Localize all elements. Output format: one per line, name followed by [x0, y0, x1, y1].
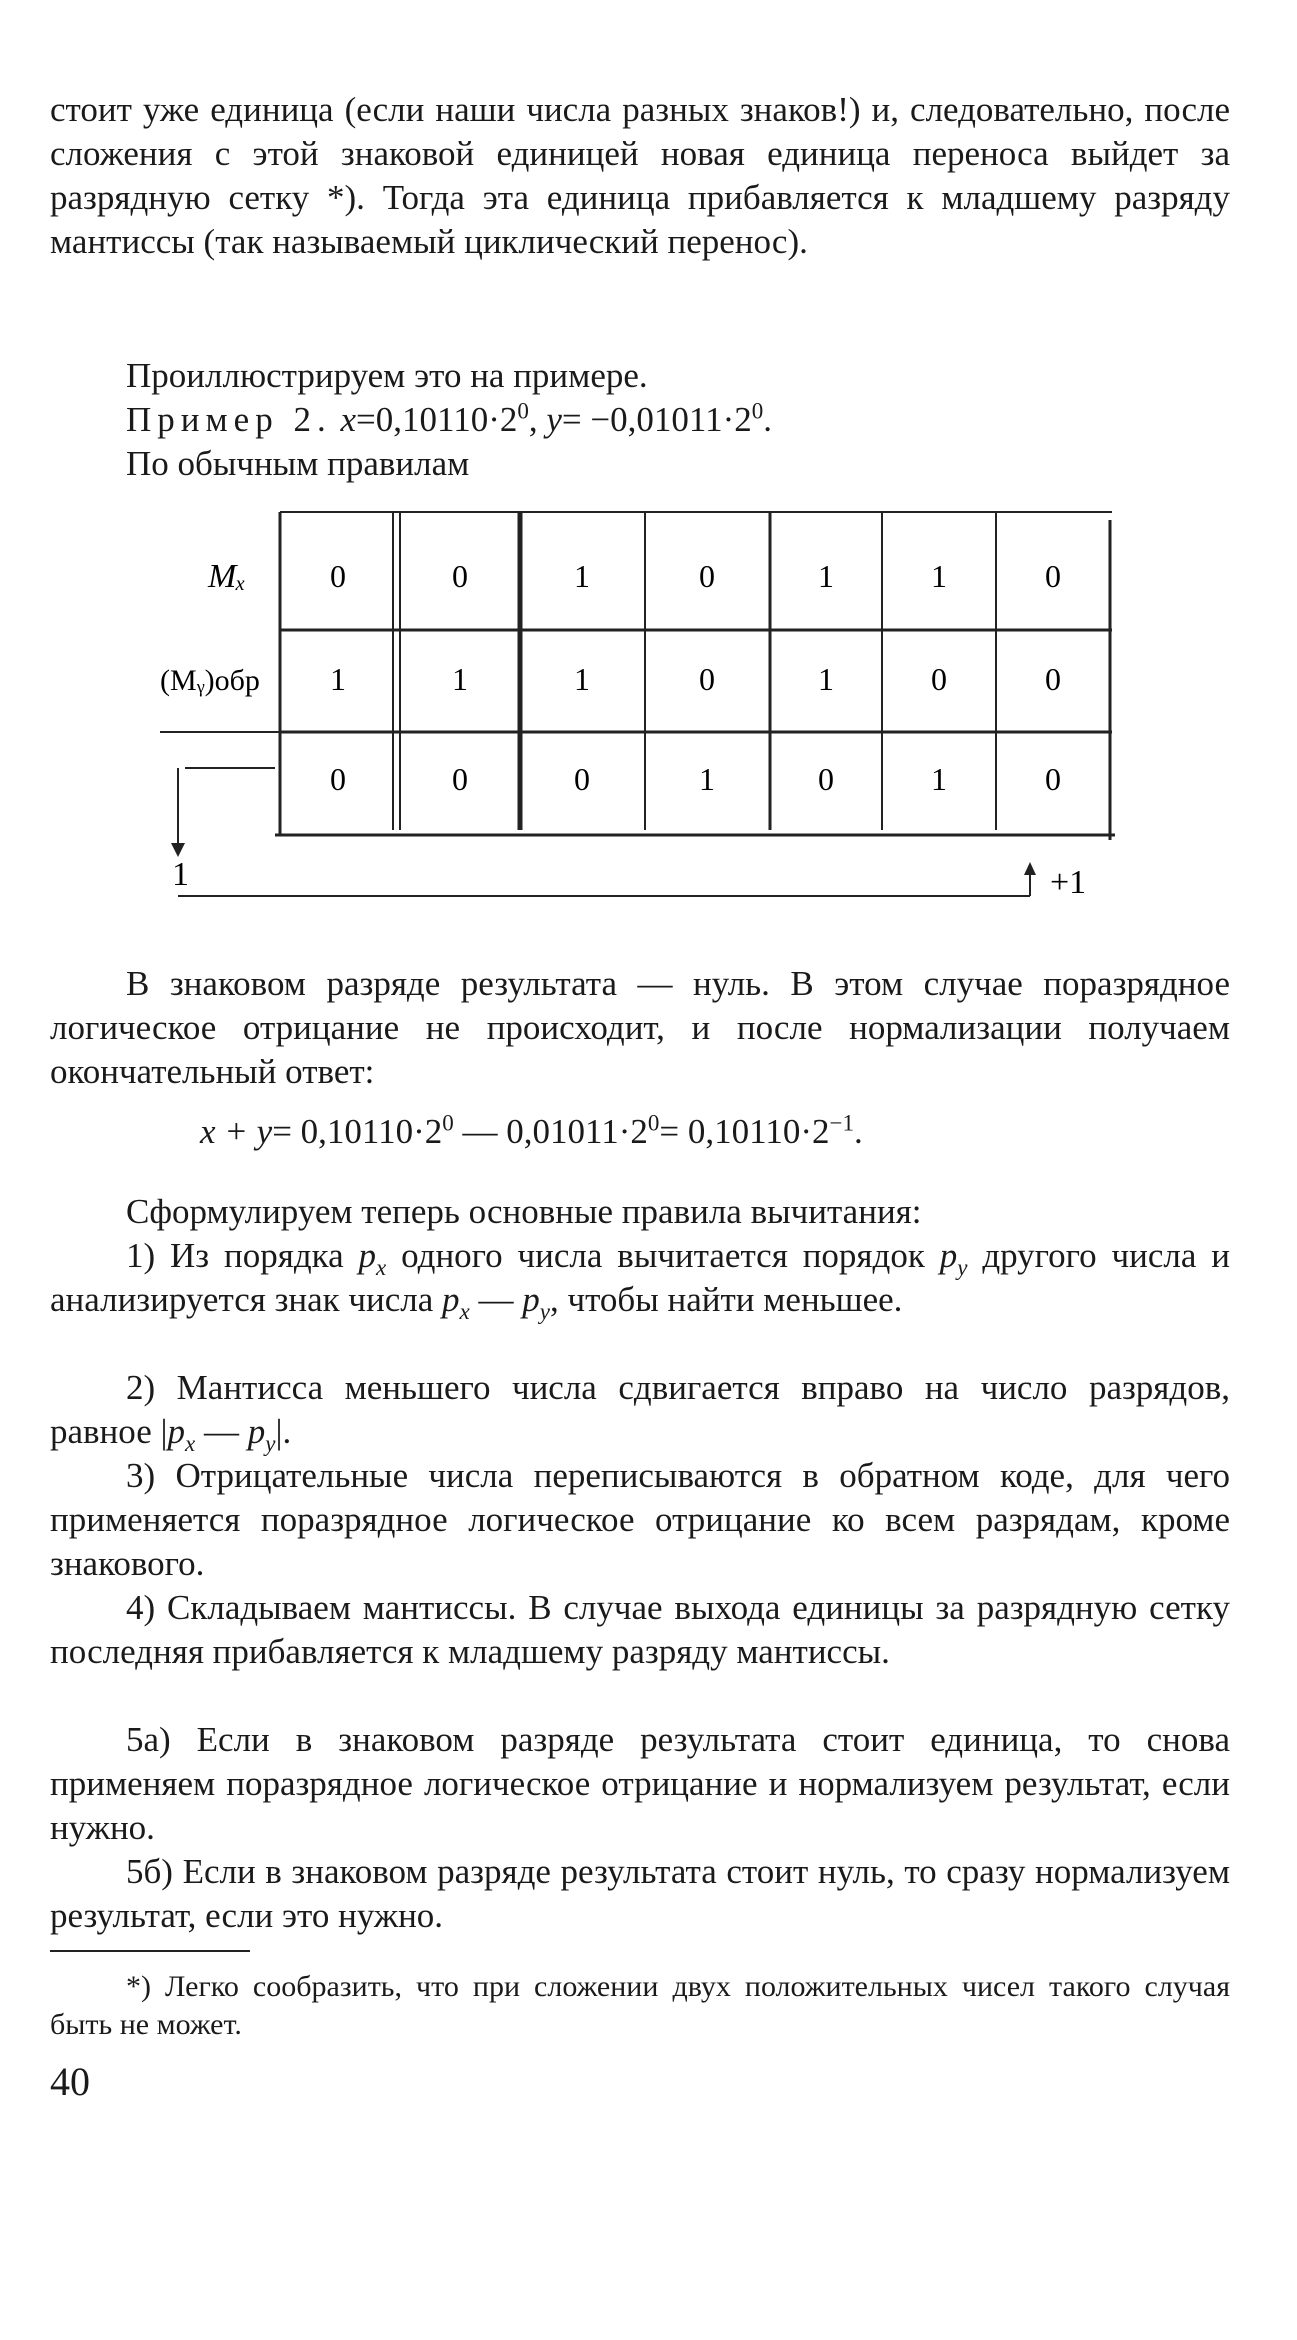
example-x-value: =0,10110·2 [356, 400, 518, 439]
intro-paragraph: стоит уже единица (если наши числа разных знаков!) и, следовательно, после сложения с этой знаковой единицей новая единица переноса выйдет за разрядную сетку *). Тогда эта единица прибавляется к младшему разряду мантиссы (так называемый циклический перенос). [50, 90, 1230, 261]
example-label: Пример 2. [126, 400, 332, 439]
table-cell: 0 [931, 661, 947, 697]
table-cell: 1 [699, 761, 715, 797]
table-cell: 1 [818, 558, 834, 594]
row-label-my-obr: (Mᵧ)обр [160, 664, 260, 697]
table-cell: 0 [818, 761, 834, 797]
table-cell: 1 [452, 661, 468, 697]
table-cell: 0 [1045, 661, 1061, 697]
rule-2: 2) Мантисса меньшего числа сдвигается вправо на число разрядов, равное $|p_x$ — $p_y|$. [50, 1368, 1230, 1456]
table-cell: 0 [699, 558, 715, 594]
example-x-exp: 0 [517, 398, 529, 424]
table-cell: 0 [1045, 761, 1061, 797]
formula-lhs: x + y [200, 1112, 273, 1151]
table-cell: 0 [452, 558, 468, 594]
rule-4: 4) Складываем мантиссы. В случае выхода единицы за разрядную сетку последняя прибавляется к младшему разряду мантиссы. [50, 1588, 1230, 1671]
table-cell: 1 [931, 558, 947, 594]
rules-intro: Сформулируем теперь основные правила вычитания: [126, 1192, 922, 1231]
table-cell: 0 [1045, 558, 1061, 594]
table-cell: 1 [574, 661, 590, 697]
table-cell: 0 [699, 661, 715, 697]
result-formula: $x + y= 0,10110\cdot 2^0$ — $0,01011\cdot 2^0= 0,10110\cdot 2^{-1}$. [200, 1110, 863, 1151]
table-cell: 1 [574, 558, 590, 594]
table-cell: 1 [330, 661, 346, 697]
rule-3: 3) Отрицательные числа переписываются в обратном коде, для чего применяется поразрядное логическое отрицание ко всем разрядам, кроме знакового. [50, 1456, 1230, 1583]
example-line: Пример 2. $x=0,10110\cdot 2^0$, $y= -0,01011\cdot 2^0$. [126, 398, 772, 439]
table-cell: 0 [574, 761, 590, 797]
usual-rules-line: По обычным правилам [126, 444, 470, 483]
illustrate-line: Проиллюстрируем это на примере. [126, 356, 648, 395]
footnote: *) Легко сообразить, что при сложении двух положительных чисел такого случая быть не может. [50, 1970, 1230, 2041]
rule-5b: 5б) Если в знаковом разряде результата стоит нуль, то сразу нормализуем результат, если это нужно. [50, 1852, 1230, 1935]
row-label-mx: Mₓ [208, 558, 246, 595]
rule-1: 1) Из порядка $p_x$ одного числа вычитается порядок $p_y$ другого числа и анализируется знак числа $p_x$ — $p_y$, чтобы найти меньшее. [50, 1236, 1230, 1324]
table-cell: 0 [330, 761, 346, 797]
table-cell: 0 [330, 558, 346, 594]
binary-addition-table [0, 500, 1297, 920]
table-cell: 1 [818, 661, 834, 697]
plus-one-label: +1 [1050, 864, 1087, 901]
example-x-var: x [340, 400, 356, 439]
footnote-divider [50, 1950, 250, 1952]
example-y-value: = −0,01011·2 [561, 400, 752, 439]
example-y-var: y [546, 400, 562, 439]
rule-5a: 5а) Если в знаковом разряде результата стоит единица, то снова применяем поразрядное логическое отрицание и нормализуем результат, если нужно. [50, 1720, 1230, 1847]
result-paragraph: В знаковом разряде результата — нуль. В этом случае поразрядное логическое отрицание не происходит, и после нормализации получаем окончательный ответ: [50, 964, 1230, 1091]
table-cell: 0 [452, 761, 468, 797]
table-cell: 1 [931, 761, 947, 797]
example-y-exp: 0 [751, 398, 764, 424]
page-number: 40 [50, 2059, 90, 2104]
carry-one-label: 1 [172, 856, 189, 893]
